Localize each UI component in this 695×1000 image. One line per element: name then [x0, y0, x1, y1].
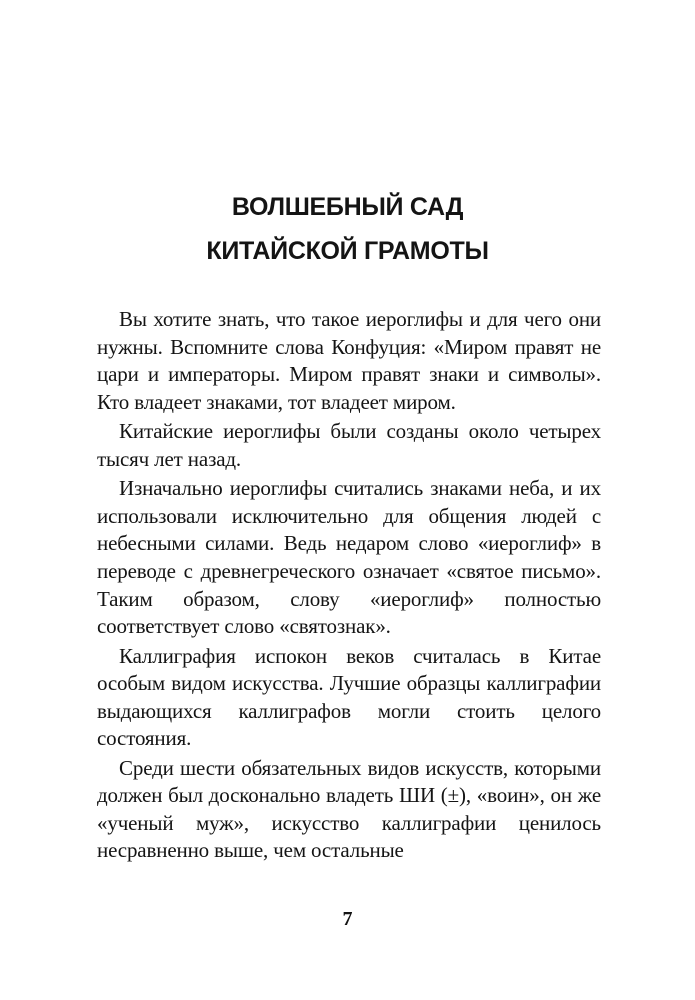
body-text [97, 306, 601, 867]
paragraph-2: Китайские иероглифы были созданы около четырех тысяч лет назад. [97, 419, 601, 471]
paragraph-1: Вы хотите знать, что такое иероглифы и для чего они нужны. Вспомните слова Конфуция: «Миром правят не цари и императоры. Миром правят знаки и символы». Кто владеет знаками, тот владеет миром. [97, 307, 601, 414]
paragraph-4: Каллиграфия испокон веков считалась в Китае особым видом искусства. Лучшие образцы каллиграфии выдающихся каллиграфов могли стоить целого состояния. [97, 643, 601, 751]
paragraph-3: Изначально иероглифы считались знаками неба, и их использовали исключительно для общения людей с небесными силами. Ведь недаром слово «иероглиф» в переводе с древнегреческого означает «святое письмо». Таким образом, слову «иероглиф» полностью соответствует слово «святознак». [97, 476, 601, 639]
chapter-title-line-2: КИТАЙСКОЙ ГРАМОТЫ [206, 237, 489, 265]
page-number: 7 [342, 908, 353, 930]
chapter-title-line-1: ВОЛШЕБНЫЙ САД [231, 193, 464, 221]
paragraph-5: Среди шести обязательных видов искусств, которыми должен был досконально владеть ШИ (±), «воин», он же «ученый муж», искусство каллиграфии ценилось несравненно выше, чем остальные [97, 755, 601, 863]
